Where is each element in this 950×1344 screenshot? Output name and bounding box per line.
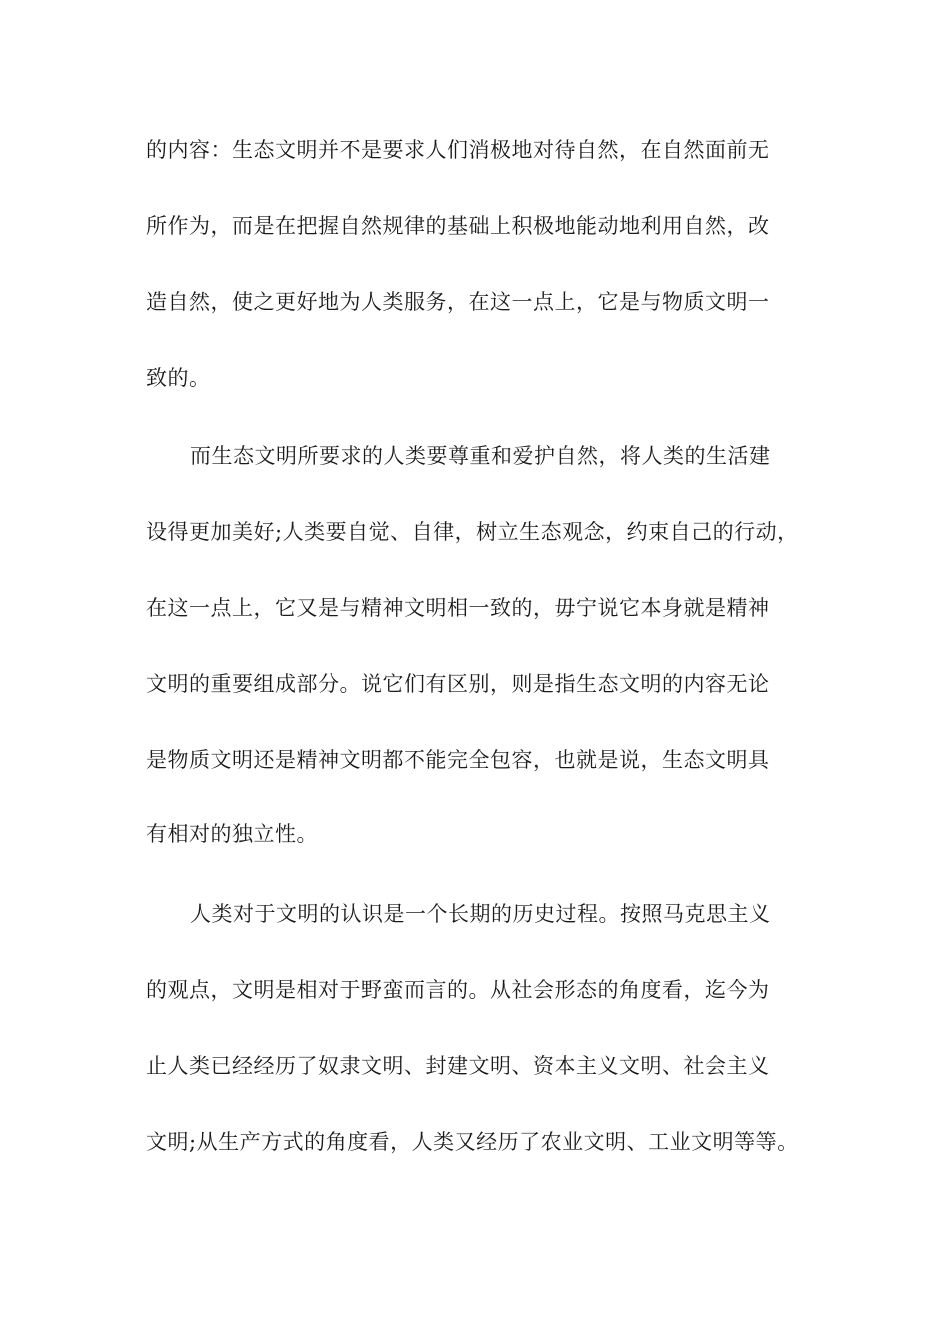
paragraph-2-line-4: 文明的重要组成部分。说它们有区别，则是指生态文明的内容无论	[146, 672, 770, 696]
paragraph-2-line-2: 设得更加美好;人类要自觉、自律，树立生态观念，约束自己的行动，	[146, 520, 799, 544]
paragraph-1-line-4: 致的。	[146, 366, 211, 390]
paragraph-1-line-1: 的内容：生态文明并不是要求人们消极地对待自然，在自然面前无	[146, 138, 770, 162]
paragraph-2-line-6: 有相对的独立性。	[146, 822, 318, 846]
paragraph-2-line-1: 而生态文明所要求的人类要尊重和爱护自然，将人类的生活建	[190, 444, 771, 468]
paragraph-1-line-3: 造自然，使之更好地为人类服务，在这一点上，它是与物质文明一	[146, 290, 770, 314]
paragraph-3-line-1: 人类对于文明的认识是一个长期的历史过程。按照马克思主义	[190, 902, 771, 926]
paragraph-3-line-2: 的观点，文明是相对于野蛮而言的。从社会形态的角度看，迄今为	[146, 978, 770, 1002]
paragraph-3-line-3: 止人类已经经历了奴隶文明、封建文明、资本主义文明、社会主义	[146, 1054, 770, 1078]
paragraph-2-line-5: 是物质文明还是精神文明都不能完全包容，也就是说，生态文明具	[146, 748, 770, 772]
paragraph-3-line-4: 文明;从生产方式的角度看，人类又经历了农业文明、工业文明等等。	[146, 1130, 799, 1154]
paragraph-2-line-3: 在这一点上，它又是与精神文明相一致的，毋宁说它本身就是精神	[146, 596, 770, 620]
paragraph-1-line-2: 所作为，而是在把握自然规律的基础上积极地能动地利用自然，改	[146, 214, 770, 238]
